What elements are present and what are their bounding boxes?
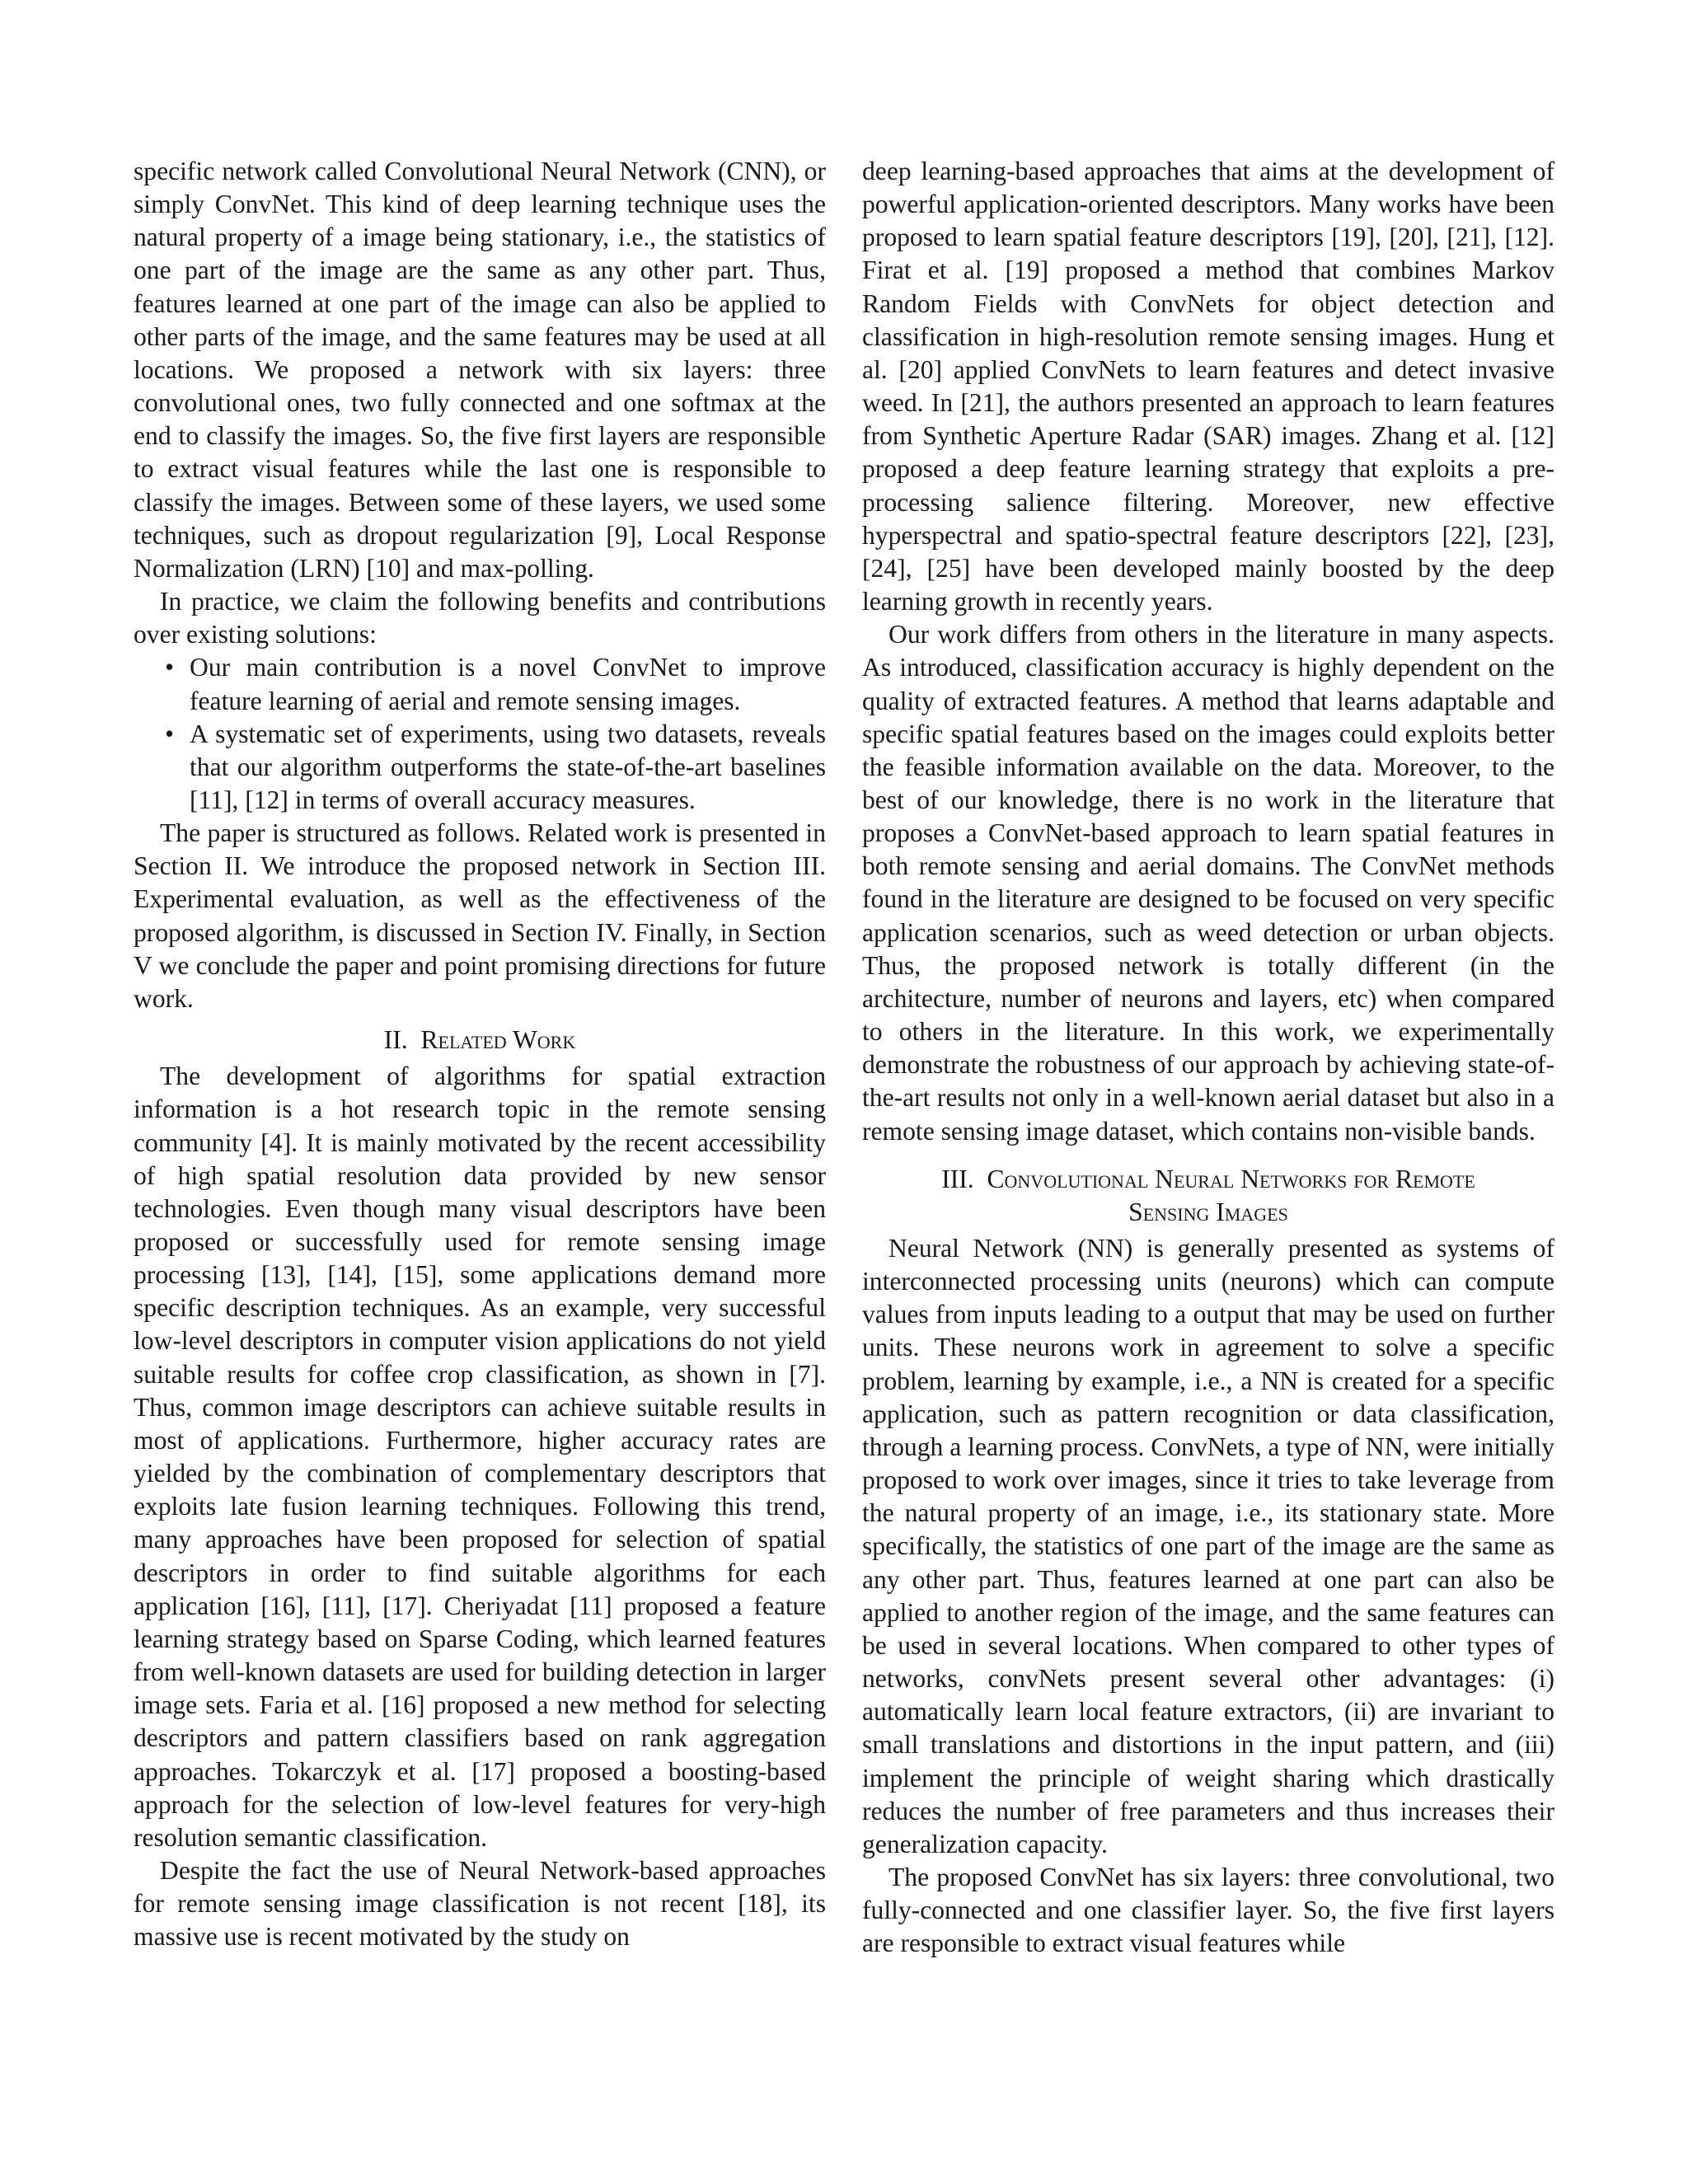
paragraph-contributions-intro: In practice, we claim the following benefits and contributions over existing solutions: <box>134 587 826 649</box>
section-heading-related-work: II. Related Work <box>383 1025 576 1055</box>
left-column <box>134 155 826 1953</box>
list-item: • Our main contribution is a novel ConvNet to improve feature learning of aerial and remote sensing images. <box>165 653 826 715</box>
right-column <box>862 155 1554 1960</box>
list-item: • A systematic set of experiments, using two datasets, reveals that our algorithm outperforms the state-of-the-art baselines [11], [12] in terms of overall accuracy measures. <box>165 719 826 814</box>
paragraph-related-work-continued: deep learning-based approaches that aims at the development of powerful application-oriented descriptors. Many works have been proposed to learn spatial feature descriptors [19], [20], [21], [12]. Firat et al. [19] proposed a method that combines Markov Random Fields with ConvNets for object detection and classification in high-resolution remote sensing images. Hung et al. [20] applied ConvNets to learn features and detect invasive weed. In [21], the authors presented an approach to learn features from Synthetic Aperture Radar (SAR) images. Zhang et al. [12] proposed a deep feature learning strategy that exploits a pre-processing salience filtering. Moreover, new effective hyperspectral and spatio-spectral feature descriptors [22], [23], [24], [25] have been developed mainly boosted by the deep learning growth in recently years. <box>862 157 1554 616</box>
paragraph-related-work-2: Despite the fact the use of Neural Network-based approaches for remote sensing image classification is not recent [18], its massive use is recent motivated by the study on <box>134 1855 826 1952</box>
contributions-list <box>134 651 826 817</box>
paragraph-proposed-convnet: The proposed ConvNet has six layers: three convolutional, two fully-connected and one classifier layer. So, the five first layers are responsible to extract visual features while <box>862 1862 1554 1958</box>
paragraph-our-work: Our work differs from others in the literature in many aspects. As introduced, classification accuracy is highly dependent on the quality of extracted features. A method that learns adaptable and specific spatial features based on the images could exploits better the feasible information available on the data. Moreover, to the best of our knowledge, there is no work in the literature that proposes a ConvNet-based approach to learn spatial features in both remote sensing and aerial domains. The ConvNet methods found in the literature are designed to be focused on very specific application scenarios, such as weed detection or urban objects. Thus, the proposed network is totally different (in the architecture, number of neurons and layers, etc) when compared to others in the literature. In this work, we experimentally demonstrate the robustness of our approach by achieving state-of-the-art results not only in a well-known aerial dataset but also in a remote sensing image dataset, which contains non-visible bands. <box>862 620 1554 1146</box>
paragraph-structure: The paper is structured as follows. Related work is presented in Section II. We introduce the proposed network in Section III. Experimental evaluation, as well as the effectiveness of the proposed algorithm, is discussed in Section IV. Finally, in Section V we conclude the paper and point promising directions for future work. <box>134 818 826 1013</box>
bullet-icon: • <box>165 653 175 682</box>
paragraph-intro-continued: specific network called Convolutional Neural Network (CNN), or simply ConvNet. This kind of deep learning technique uses the natural property of a image being stationary, i.e., the statistics of one part of the image are the same as any other part. Thus, features learned at one part of the image can also be applied to other parts of the image, and the same features may be used at all locations. We proposed a network with six layers: three convolutional ones, two fully connected and one softmax at the end to classify the images. So, the five first layers are responsible to extract visual features while the last one is responsible to classify the images. Between some of these layers, we used some techniques, such as dropout regularization [9], Local Response Normalization (LRN) [10] and max-polling. <box>134 157 826 583</box>
paragraph-nn-definition: Neural Network (NN) is generally presented as systems of interconnected processing units (neurons) which can compute values from inputs leading to a output that may be used on further units. These neurons work in agreement to solve a specific problem, learning by example, i.e., a NN is created for a specific application, such as pattern recognition or data classification, through a learning process. ConvNets, a type of NN, were initially proposed to work over images, since it tries to take leverage from the natural property of an image, i.e., its stationary state. More specifically, the statistics of one part of the image are the same as any other part. Thus, features learned at one part can also be applied to another region of the image, and the same features can be used in several locations. When compared to other types of networks, convNets present several other advantages: (i) automatically learn local feature extractors, (ii) are invariant to small translations and distortions in the input pattern, and (iii) implement the principle of weight sharing which drastically reduces the number of free parameters and thus increases their generalization capacity. <box>862 1234 1554 1858</box>
bullet-icon: • <box>165 719 175 748</box>
section-heading-cnn: III. Convolutional Neural Networks for Remote Sensing Images <box>941 1164 1475 1226</box>
paragraph-related-work-1: The development of algorithms for spatial extraction information is a hot research topic in the remote sensing community [4]. It is mainly motivated by the recent accessibility of high spatial resolution data provided by new sensor technologies. Even though many visual descriptors have been proposed or successfully used for remote sensing image processing [13], [14], [15], some applications demand more specific description techniques. As an example, very successful low-level descriptors in computer vision applications do not yield suitable results for coffee crop classification, as shown in [7]. Thus, common image descriptors can achieve suitable results in most of applications. Furthermore, higher accuracy rates are yielded by the combination of complementary descriptors that exploits late fusion learning techniques. Following this trend, many approaches have been proposed for selection of spatial descriptors in order to find suitable algorithms for each application [16], [11], [17]. Cheriyadat [11] proposed a feature learning strategy based on Sparse Coding, which learned features from well-known datasets are used for building detection in larger image sets. Faria et al. [16] proposed a new method for selecting descriptors and pattern classifiers based on rank aggregation approaches. Tokarczyk et al. [17] proposed a boosting-based approach for the selection of low-level features for very-high resolution semantic classification. <box>134 1062 826 1852</box>
